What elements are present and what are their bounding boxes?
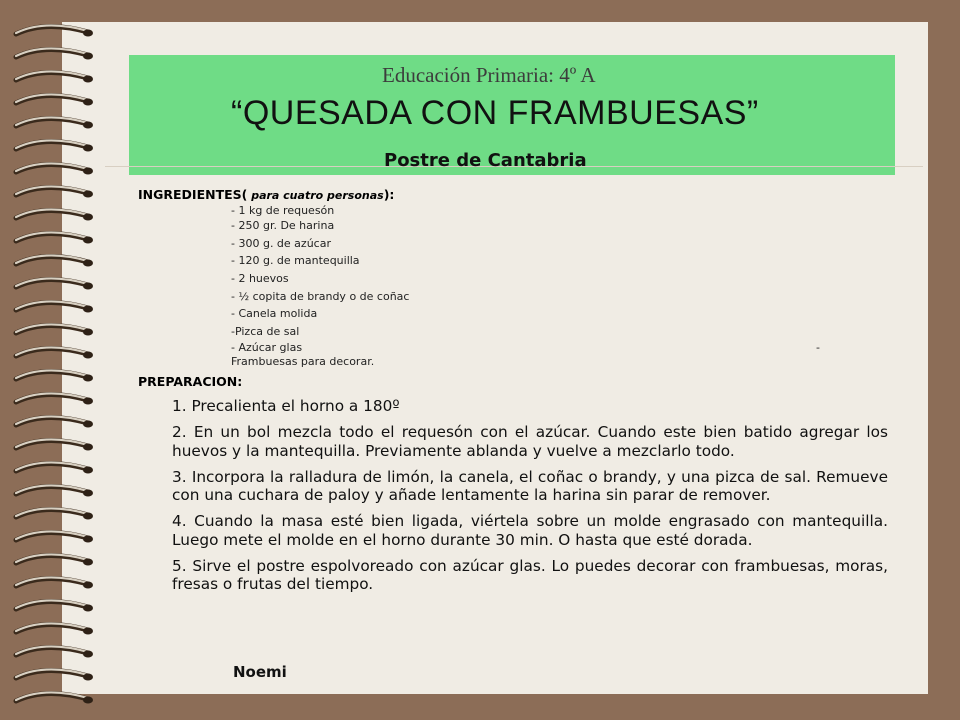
recipe-origin: Postre de Cantabria [384,150,587,171]
ingredient-item: - Canela molida [231,307,318,320]
ingredient-item: - 1 kg de requesón [231,204,335,217]
ingredient-item: - 300 g. de azúcar [231,237,331,250]
step-item: 3. Incorpora la ralladura de limón, la canela, el coñac o brandy, y una pizca de sal. Remueve con una cuchara de paloy y añade lentamente la harina sin parar de remover. [172,467,888,505]
ingredient-item: Frambuesas para decorar. [231,355,375,368]
step-item: 1. Precalienta el horno a 180º [172,397,400,415]
step-item: 4. Cuando la masa esté bien ligada, viértela sobre un molde engrasado con mantequilla. Luego mete el molde en el horno durante 30 min. O hasta que esté dorada. [172,512,888,549]
ingredient-item: -Pizca de sal [231,325,300,338]
ingredient-item: - 250 gr. De harina [231,219,335,232]
ingredients-heading: INGREDIENTES( para cuatro personas): [138,187,395,202]
ingredient-item: - Azúcar glas [231,341,303,354]
step-item: 2. En un bol mezcla todo el requesón con el azúcar. Cuando este bien batido agregar los huevos y la mantequilla. Previamente ablanda y vuelve a mezclarlo todo. [172,423,888,460]
step-item: 5. Sirve el postre espolvoreado con azúcar glas. Lo puedes decorar con frambuesas, moras, fresas o frutas del tiempo. [172,557,888,594]
class-subtitle: Educación Primaria: 4º A [382,63,596,87]
recipe-title: “QUESADA CON FRAMBUESAS” [231,94,759,132]
ingredients-heading-note: para cuatro personas [247,189,384,202]
ingredient-dash: - [816,341,820,354]
preparation-steps [172,397,888,602]
preparation-heading: PREPARACION: [138,374,243,389]
ingredient-item: - 2 huevos [231,272,289,285]
author-name: Noemi [233,663,287,681]
ingredient-item: - ½ copita de brandy o de coñac [231,290,410,303]
spiral-binding-icon [0,0,120,720]
ingredient-item: - 120 g. de mantequilla [231,254,360,267]
